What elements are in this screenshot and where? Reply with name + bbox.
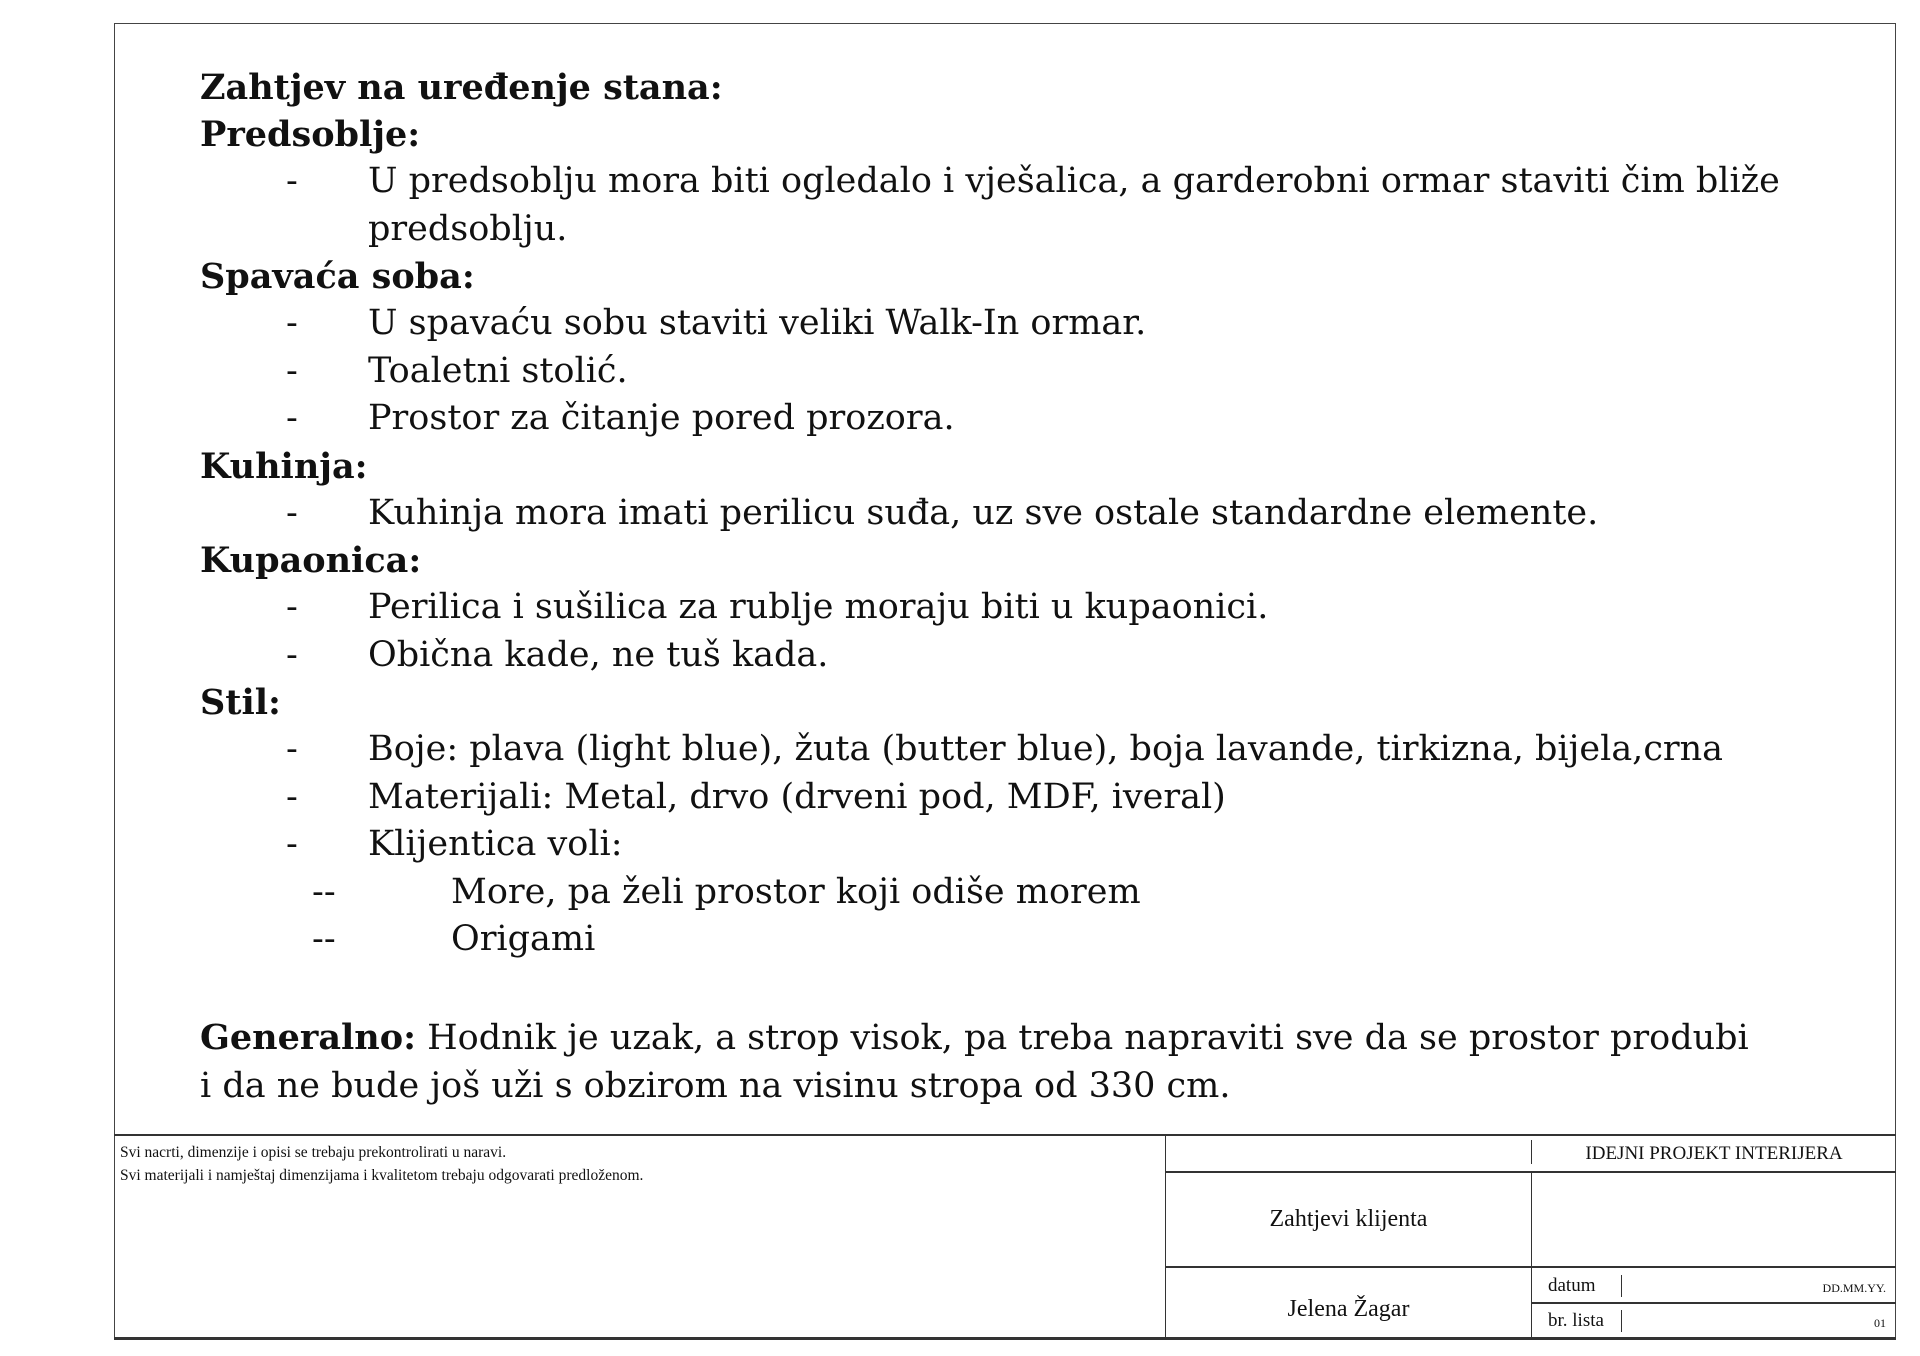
section-heading-stil: Stil: bbox=[200, 682, 281, 723]
sheet-number-value: 01 bbox=[1874, 1316, 1886, 1330]
sheet-title: Zahtjevi klijenta bbox=[1269, 1205, 1428, 1232]
general-note bbox=[200, 1014, 1760, 1110]
document-title: Zahtjev na uređenje stana: bbox=[200, 67, 723, 108]
section-heading-kupaonica: Kupaonica: bbox=[200, 540, 422, 581]
list-item-text: Toaletni stolić. bbox=[368, 350, 628, 391]
note-line: Svi nacrti, dimenzije i opisi se trebaju prekontrolirati u naravi. bbox=[120, 1144, 507, 1161]
list-item-text: Boje: plava (light blue), žuta (butter blue), boja lavande, tirkizna, bijela,crna bbox=[368, 729, 1724, 769]
list-item bbox=[200, 158, 1840, 253]
list-item bbox=[200, 300, 1840, 348]
sub-list-item-text: Origami bbox=[451, 919, 596, 959]
list-item bbox=[200, 348, 1840, 396]
list-item bbox=[200, 774, 1840, 822]
title-block-row-divider bbox=[1531, 1302, 1896, 1304]
sheet-number-label: br. lista bbox=[1548, 1310, 1604, 1331]
bullet-dash: - bbox=[286, 587, 298, 627]
list-item-text: Prostor za čitanje pored prozora. bbox=[368, 398, 955, 438]
bullet-dash: - bbox=[286, 634, 298, 675]
list-item-text: U predsoblju mora biti ogledalo i vješalica, a garderobni ormar staviti čim bliže predsoblju. bbox=[368, 161, 1780, 249]
bullet-dash: - bbox=[286, 303, 298, 343]
bullet-dash: - bbox=[286, 161, 298, 201]
sub-list-item-text: More, pa želi prostor koji odiše morem bbox=[451, 871, 1141, 912]
note-line: Svi materijali i namještaj dimenzijama i kvalitetom trebaju odgovarati predloženom. bbox=[120, 1167, 644, 1184]
field-separator bbox=[1621, 1275, 1622, 1297]
list-item bbox=[200, 395, 1840, 443]
list-item bbox=[200, 821, 1840, 869]
list-item-text: Klijentica voli: bbox=[368, 824, 623, 864]
title-block-bottom-border bbox=[114, 1337, 1896, 1340]
bullet-dash: - bbox=[286, 776, 298, 817]
list-item bbox=[200, 632, 1840, 680]
bullet-dash: - bbox=[286, 824, 298, 864]
sub-list-item bbox=[200, 916, 1840, 964]
general-text: Hodnik je uzak, a strop visok, pa treba napraviti sve da se prostor produbi i da ne bude još uži s obzirom na visinu stropa od 330 cm. bbox=[200, 1017, 1749, 1106]
list-item-text: Materijali: Metal, drvo (drveni pod, MDF, iveral) bbox=[368, 776, 1226, 817]
list-item bbox=[200, 726, 1840, 774]
bullet-dash: - bbox=[286, 492, 298, 533]
sub-list-item bbox=[200, 869, 1840, 917]
author-name: Jelena Žagar bbox=[1287, 1295, 1410, 1322]
title-block-col-divider bbox=[1531, 1172, 1532, 1339]
title-block-notes bbox=[120, 1141, 643, 1187]
date-label: datum bbox=[1548, 1275, 1596, 1296]
list-item-text: Obična kade, ne tuš kada. bbox=[368, 634, 829, 675]
project-type: IDEJNI PROJEKT INTERIJERA bbox=[1585, 1142, 1843, 1164]
date-value: DD.MM.YY. bbox=[1822, 1281, 1886, 1295]
bullet-dash: - bbox=[286, 729, 298, 769]
field-separator bbox=[1621, 1310, 1622, 1332]
section-heading-spavaca-soba: Spavaća soba: bbox=[200, 256, 475, 297]
list-item-text: Kuhinja mora imati perilicu suđa, uz sve ostale standardne elemente. bbox=[368, 492, 1599, 533]
general-label: Generalno: bbox=[200, 1016, 416, 1058]
document-body bbox=[200, 64, 1840, 1145]
list-item-text: U spavaću sobu staviti veliki Walk-In ormar. bbox=[368, 303, 1147, 343]
list-item bbox=[200, 584, 1840, 632]
section-heading-predsoblje: Predsoblje: bbox=[200, 114, 421, 155]
section-heading-kuhinja: Kuhinja: bbox=[200, 445, 368, 487]
list-item bbox=[200, 490, 1840, 538]
sub-bullet-dash: -- bbox=[312, 871, 336, 912]
sub-bullet-dash: -- bbox=[312, 919, 336, 959]
list-item-text: Perilica i sušilica za rublje moraju biti u kupaonici. bbox=[368, 587, 1269, 627]
bullet-dash: - bbox=[286, 350, 298, 391]
bullet-dash: - bbox=[286, 398, 298, 438]
